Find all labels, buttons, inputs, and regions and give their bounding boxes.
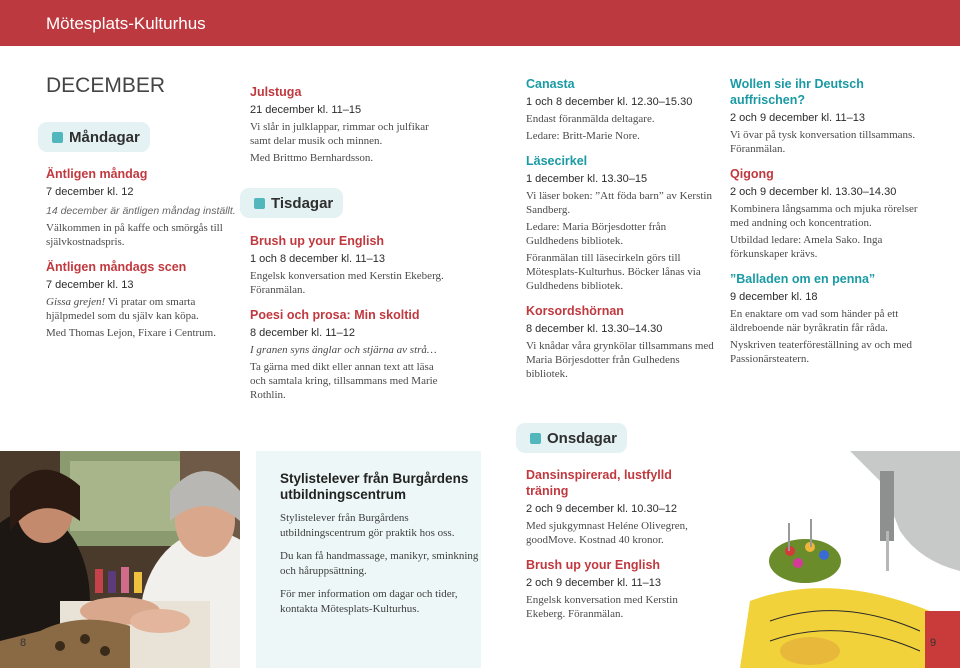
manicure-photo — [0, 451, 240, 668]
event-title: Wollen sie ihr Deutsch auffrischen? — [730, 77, 864, 107]
info-box-text: För mer information om dagar och tider, kontakta Mötesplats-Kulturhus. — [280, 588, 458, 615]
event-date: 2 och 9 december kl. 11–13 — [526, 577, 661, 589]
event-with: Med Brittmo Bernhardsson. — [250, 152, 374, 164]
event-with: Med Thomas Lejon, Fixare i Centrum. — [46, 327, 216, 339]
event-title: Äntligen måndag — [46, 167, 148, 181]
column-three-events — [526, 76, 716, 381]
page-number-right: 9 — [930, 637, 937, 649]
event-title: Äntligen måndags scen — [46, 260, 187, 274]
day-label-tuesday — [240, 188, 343, 218]
page-header-title: Mötesplats-Kulturhus — [46, 14, 206, 33]
event-text: Välkommen in på kaffe och smörgås till självkostnadspris. — [46, 222, 223, 248]
info-box-title: Stylistelever från Burgårdens utbildningscentrum — [280, 471, 469, 502]
monday-events — [46, 166, 236, 340]
manicure-photo-graphic — [0, 451, 240, 668]
event-title: Brush up your English — [250, 234, 385, 248]
day-label-text: Onsdagar — [547, 429, 618, 447]
event-title: Brush up your English — [526, 558, 661, 572]
event-leader: Ledare: Maria Börjesdotter från Guldhedens bibliotek. — [526, 221, 667, 247]
event-date: 2 och 9 december kl. 13.30–14.30 — [730, 186, 897, 198]
event-note: Föranmälan till läsecirkeln görs till Mötesplats-Kulturhus. Böcker lånas via Guldhedens bibliotek. — [526, 252, 701, 292]
event-text: Engelsk konversation med Kerstin Ekeberg. Föranmälan. — [526, 594, 678, 620]
event-leader: Utbildad ledare: Amela Sako. Inga förkunskaper krävs. — [730, 234, 883, 260]
page-number-left: 8 — [20, 637, 27, 649]
event-text: Vi övar på tysk konversation tillsammans. Föranmälan. — [730, 129, 916, 155]
event-title: Läsecirkel — [526, 154, 588, 168]
wednesday-events — [526, 467, 716, 621]
event-note: 14 december är äntligen måndag inställt. — [46, 205, 236, 217]
event-title: Julstuga — [250, 85, 302, 99]
event-text: Vi slår in julklappar, rimmar och julfikar samt delar musik och minnen. — [250, 121, 429, 147]
event-text-rest: Vi pratar om smarta hjälpmedel som du själv kan köpa. — [46, 296, 199, 322]
event-title: Poesi och prosa: Min skoltid — [250, 308, 420, 322]
event-title: Dansinspirerad, lustfylld träning — [526, 468, 672, 498]
tuesday-events — [250, 233, 450, 402]
event-text: Vi knådar våra grynkölar tillsammans med Maria Börjesdotter från Gulhedens bibliotek. — [526, 340, 714, 380]
event-text: Endast föranmälda deltagare. — [526, 113, 655, 125]
event-text: En enaktare om vad som händer på ett äldreboende när byråkratin får råda. — [730, 308, 899, 334]
event-date: 2 och 9 december kl. 11–13 — [730, 112, 865, 124]
event-date: 1 december kl. 13.30–15 — [526, 173, 648, 185]
stylist-info-box — [256, 451, 481, 668]
column-two-events — [250, 84, 450, 165]
event-date: 2 och 9 december kl. 10.30–12 — [526, 503, 678, 515]
day-label-wednesday — [516, 423, 627, 453]
event-title: ”Balladen om en penna” — [730, 272, 876, 286]
square-bullet-icon — [52, 132, 63, 143]
event-title: Canasta — [526, 77, 575, 91]
day-label-text: Måndagar — [69, 128, 140, 146]
event-title: Korsordshörnan — [526, 304, 624, 318]
info-box-text: Stylistelever från Burgårdens utbildningscentrum gör praktik hos oss. — [280, 512, 455, 539]
day-label-monday — [38, 122, 150, 152]
square-bullet-icon — [530, 433, 541, 444]
event-note: Nyskriven teaterföreställning av och med Passionärsteatern. — [730, 339, 913, 365]
event-date: 1 och 8 december kl. 12.30–15.30 — [526, 96, 693, 108]
event-text: Vi läser boken: ”Att föda barn” av Kerstin Sandberg. — [526, 190, 712, 216]
event-lead: Gissa grejen! — [46, 296, 106, 308]
month-title: DECEMBER — [46, 74, 166, 97]
event-date: 9 december kl. 18 — [730, 291, 818, 303]
event-date: 7 december kl. 12 — [46, 186, 134, 198]
event-text: Kombinera långsamma och mjuka rörelser med andning och koncentration. — [730, 203, 918, 229]
day-label-text: Tisdagar — [271, 194, 334, 212]
event-date: 8 december kl. 11–12 — [250, 327, 355, 339]
event-text: Engelsk konversation med Kerstin Ekeberg. Föranmälan. — [250, 270, 444, 296]
column-four-events — [730, 76, 925, 366]
event-title: Qigong — [730, 167, 774, 181]
sewing-photo — [730, 451, 960, 668]
event-quote: I granen syns änglar och stjärna av strå… — [250, 344, 437, 356]
event-text: Ta gärna med dikt eller annan text att läsa och samtala kring, tillsammans med Marie Rothlin. — [250, 361, 438, 401]
event-date: 1 och 8 december kl. 11–13 — [250, 253, 385, 265]
info-box-text: Du kan få handmassage, manikyr, sminkning och håruppsättning. — [280, 550, 479, 577]
event-text: Med sjukgymnast Heléne Olivegren, goodMove. Kostnad 40 kronor. — [526, 520, 688, 546]
event-date: 8 december kl. 13.30–14.30 — [526, 323, 663, 335]
event-date: 7 december kl. 13 — [46, 279, 134, 291]
event-leader: Ledare: Britt-Marie Nore. — [526, 130, 640, 142]
sewing-photo-graphic — [730, 451, 960, 668]
event-date: 21 december kl. 11–15 — [250, 104, 362, 116]
square-bullet-icon — [254, 198, 265, 209]
event-text — [46, 295, 236, 323]
